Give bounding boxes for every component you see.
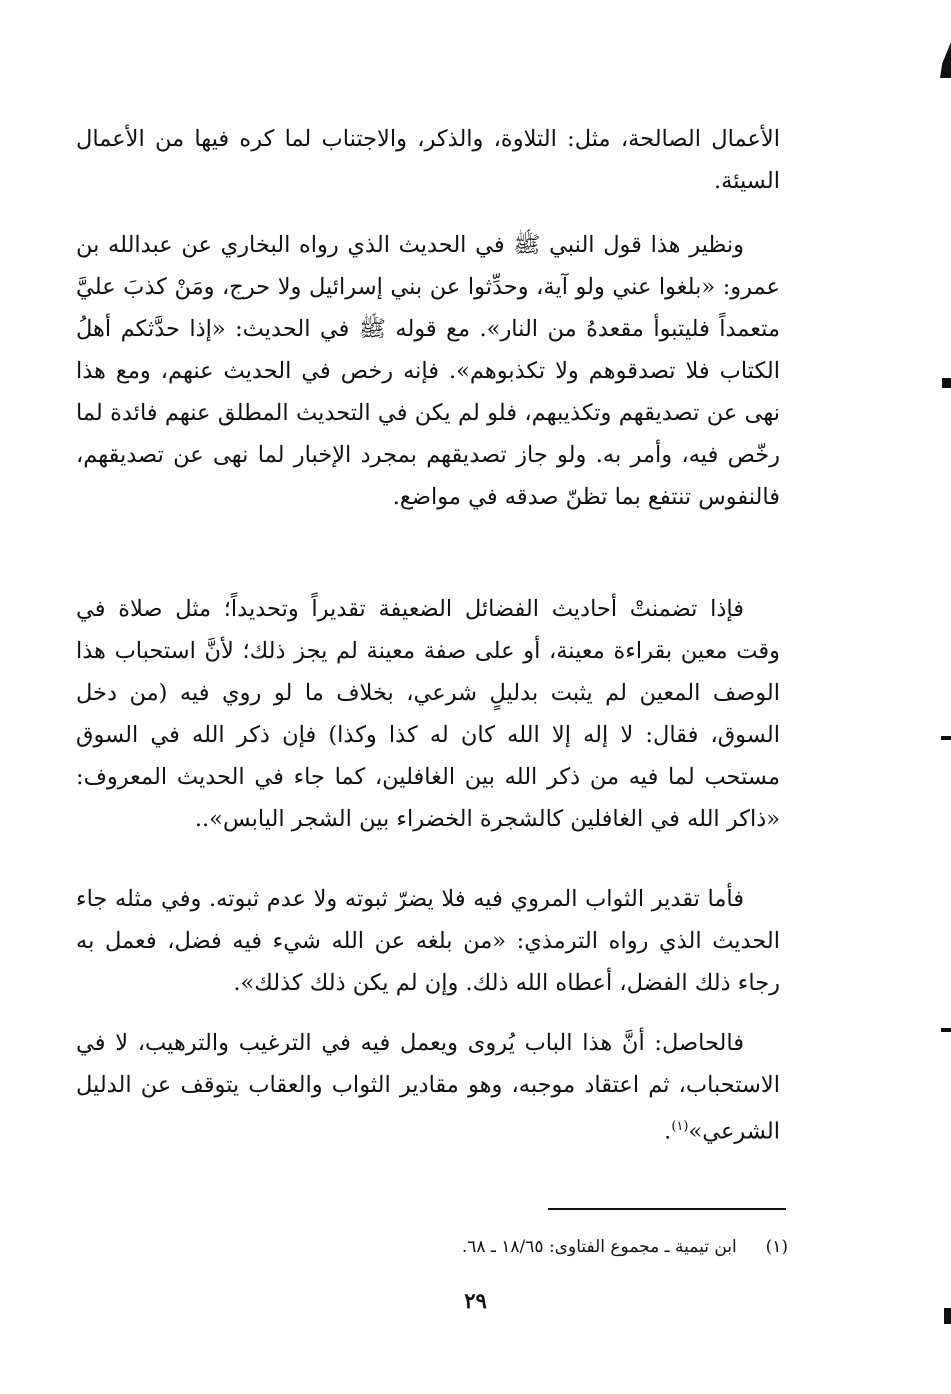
paragraph-1-text: الأعمال الصالحة، مثل: التلاوة، والذكر، والاجتناب لما كره فيها من الأعمال السيئة. (76, 126, 780, 194)
paragraph-weak-hadith (76, 588, 780, 840)
footnote-separator (548, 1208, 786, 1210)
paragraph-continuation (76, 118, 780, 202)
paragraph-2-text: ونظير هذا قول النبي ﷺ في الحديث الذي رواه البخاري عن عبدالله بن عمرو: «بلغوا عني ولو آية، وحدِّثوا عن بني إسرائيل ولا حرج، ومَنْ كذبَ عليَّ متعمداً فليتبوأ مقعدهُ من النار». مع قوله ﷺ في الحديث: «إذا حدَّثكم أهلُ الكتاب فلا تصدقوهم ولا تكذبوهم». فإنه رخص في الحديث عنهم، ومع هذا نهى عن تصديقهم وتكذيبهم، فلو لم يكن في التحديث المطلق عنهم فائدة لما رخّص فيه، وأمر به. ولو جاز تصديقهم بمجرد الإخبار لما نهى عن تصديقهم، فالنفوس تنتفع بما تظنّ صدقه في مواضع. (76, 232, 780, 510)
scan-edge-mark (941, 736, 951, 740)
footnote-reference: (١) (671, 1119, 689, 1134)
footnote (300, 1234, 788, 1260)
paragraph-5-text: فالحاصل: أنَّ هذا الباب يُروى ويعمل فيه في الترغيب والترهيب، لا في الاستحباب، ثم اعتقاد موجبه، وهو مقادير الثواب والعقاب يتوقف عن الدليل الشرعي» (76, 1030, 780, 1145)
paragraph-5-wrapper: فالحاصل: أنَّ هذا الباب يُروى ويعمل فيه في الترغيب والترهيب، لا في الاستحباب، ثم اعتقاد موجبه، وهو مقادير الثواب والعقاب يتوقف عن الدليل الشرعي»$^{(١)}$. (76, 1030, 780, 1145)
scan-edge-mark (944, 1308, 951, 1324)
footnote-marker: (١) (765, 1237, 788, 1257)
paragraph-4-text: فأما تقدير الثواب المروي فيه فلا يضرّ ثبوته ولا عدم ثبوته. وفي مثله جاء الحديث الذي رواه الترمذي: «من بلغه عن الله شيء فيه فضل، فعمل به رجاء ذلك الفضل، أعطاه الله ذلك. وإن لم يكن ذلك كذلك». (76, 886, 780, 996)
scan-edge-mark (942, 378, 951, 388)
paragraph-reward-estimation (76, 878, 780, 1004)
paragraph-hadith-example (76, 224, 780, 518)
paragraph-conclusion (76, 1022, 780, 1153)
scan-edge-mark (941, 1028, 951, 1032)
footnote-text: ابن تيمية ـ مجموع الفتاوى: ١٨/٦٥ ـ ٦٨. (461, 1237, 737, 1257)
page-number: ٢٩ (464, 1288, 487, 1313)
paragraph-3-text: فإذا تضمنتْ أحاديث الفضائل الضعيفة تقديراً وتحديداً؛ مثل صلاة في وقت معين بقراءة معينة، أو على صفة معينة لم يجز ذلك؛ لأنَّ استحباب هذا الوصف المعين لم يثبت بدليلٍ شرعي، بخلاف ما لو روي فيه (من دخل السوق، فقال: لا إله إلا الله كان له كذا وكذا) فإن ذكر الله في السوق مستحب لما فيه من ذكر الله بين الغافلين، كما جاء في الحديث المعروف: «ذاكر الله في الغافلين كالشجرة الخضراء بين الشجر اليابس».. (76, 596, 780, 832)
scan-edge-mark (940, 42, 951, 78)
